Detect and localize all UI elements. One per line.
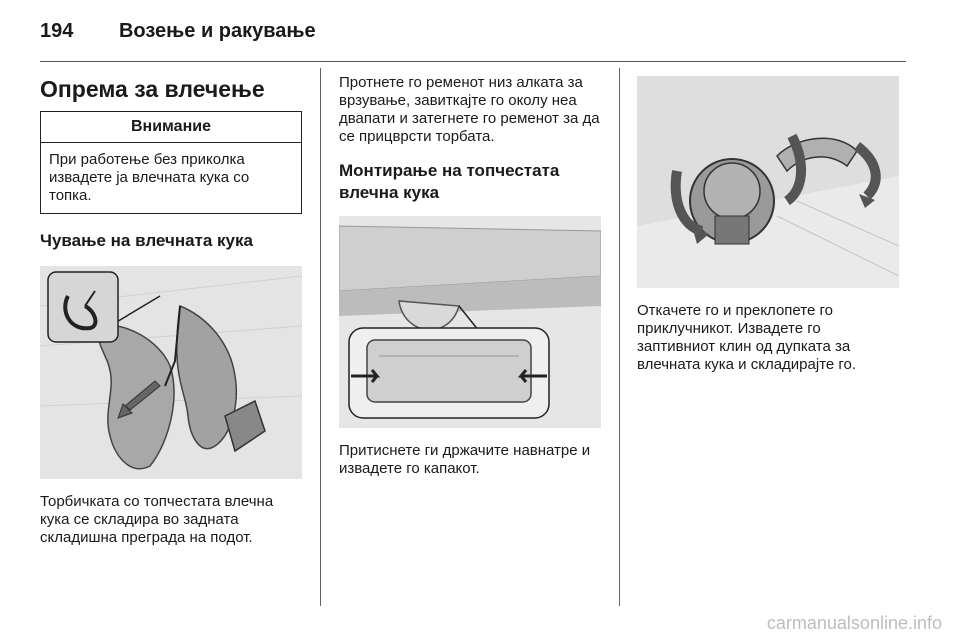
column-3 (637, 70, 899, 374)
page-header (40, 20, 316, 43)
socket-plug-illustration (637, 76, 899, 288)
storage-caption: Торбичката со топчестата влечна кука се складира во задната складишна преграда на подот. (40, 493, 274, 546)
strap-instructions: Протнете го ременот низ алката за врзување, завиткајте го околу неа двапати и затегнете го ременот за да се прицврсти торбата. (339, 74, 600, 145)
column-2 (339, 70, 601, 478)
mounting-subtitle: Монтирање на топчестата влечна кука (339, 161, 560, 202)
warning-box (40, 111, 302, 214)
section-title: Опрема за влечење (40, 76, 265, 102)
watermark: carmanualsonline.info (766, 613, 942, 633)
column-1 (40, 70, 302, 547)
cover-caption: Притиснете ги држачите навнатре и извадете го капакот. (339, 442, 591, 477)
bumper-cover-illustration (339, 216, 601, 428)
warning-text: При работење без приколка извадете ја влечната кука со топка. (49, 151, 250, 204)
tow-bag-illustration (40, 266, 302, 479)
socket-caption: Откачете го и преклопете го приклучникот. Извадете го заптивниот клин од дупката за влечната кука и складирајте го. (637, 302, 857, 373)
chapter-title: Возење и ракување (118, 20, 316, 42)
page-number: 194 (40, 20, 74, 42)
header-rule (40, 61, 906, 62)
column-divider-1 (320, 68, 321, 606)
storage-subtitle: Чување на влечната кука (40, 231, 253, 250)
column-divider-2 (619, 68, 620, 606)
warning-title: Внимание (41, 112, 301, 143)
